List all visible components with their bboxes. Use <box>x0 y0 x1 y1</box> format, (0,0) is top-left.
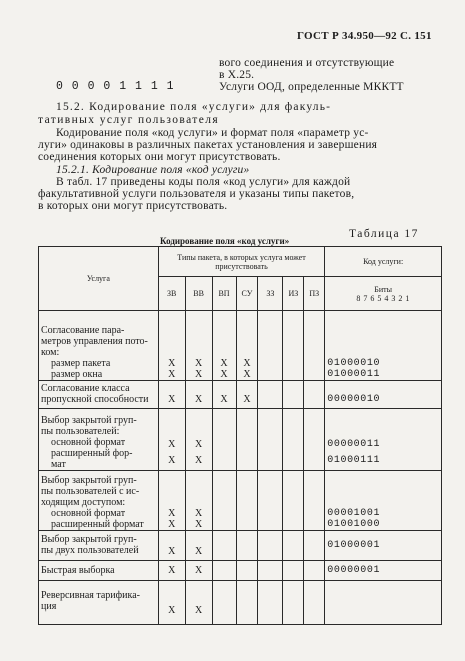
row-item: расширенный формат <box>51 519 144 530</box>
mark: X <box>168 519 176 530</box>
row-item: основной формат <box>51 508 126 519</box>
row-title: ходящим доступом: <box>41 497 126 508</box>
mark: X <box>158 381 185 409</box>
row-title: Согласование пара- <box>41 325 125 336</box>
row-title: ком: <box>41 347 60 358</box>
header-bits <box>325 277 442 311</box>
service-code: 00001001 <box>327 508 381 519</box>
bit-code: 0 0 0 0 1 1 1 1 <box>56 80 175 93</box>
service-code-table <box>38 246 442 625</box>
header-type-4: ЗЗ <box>258 277 283 311</box>
row-item: мат <box>51 459 66 470</box>
table-row <box>39 381 442 409</box>
mark: X <box>168 358 176 369</box>
mark: X <box>194 369 203 380</box>
header-service: Услуга <box>39 247 159 311</box>
mark: X <box>158 581 185 625</box>
mark: X <box>168 508 176 519</box>
mark: X <box>168 369 176 380</box>
mark: X <box>194 455 203 466</box>
service-code: 00000010 <box>325 381 442 409</box>
mark: X <box>158 531 185 561</box>
row-title: ция <box>41 601 57 612</box>
page-header: ГОСТ Р 34.950—92 С. 151 <box>297 30 432 42</box>
bits-label: Биты <box>374 284 393 294</box>
mark: X <box>243 369 251 380</box>
mark: X <box>194 439 203 450</box>
header-type-6: ПЗ <box>304 277 325 311</box>
paragraph-1-line-2: луги» одинаковы в различных пакетах установления и завершения <box>38 139 378 151</box>
header-type-2: ВП <box>212 277 236 311</box>
table-row <box>39 311 442 381</box>
mark: X <box>185 561 212 581</box>
row-item: основной формат <box>51 437 126 448</box>
service-code: 01000011 <box>327 369 381 380</box>
mark: X <box>185 531 212 561</box>
continuation-line-2: в Х.25. <box>219 69 255 81</box>
header-code: Код услуги: <box>325 247 442 277</box>
section-15-2-line-1: 15.2. Кодирование поля «услуги» для факуль- <box>56 101 332 113</box>
table-row <box>39 561 442 581</box>
mark: X <box>168 455 176 466</box>
paragraph-1-line-3: соединения которых они могут присутствовать. <box>38 151 281 163</box>
table-row <box>39 581 442 625</box>
paragraph-2-line-3: в которых они могут присутствовать. <box>38 200 228 212</box>
row-title: Согласование класса <box>41 383 130 394</box>
table-label: Таблица 17 <box>349 228 419 240</box>
row-title: пы пользователей с ис- <box>41 486 140 497</box>
mark: X <box>168 439 176 450</box>
service-code: 01000010 <box>327 358 381 369</box>
row-title: Выбор закрытой груп- <box>41 475 137 486</box>
mark: X <box>212 381 236 409</box>
table-title: Кодирование поля «код услуги» <box>160 236 290 246</box>
mark: X <box>158 561 185 581</box>
service-code: 01000111 <box>327 455 381 466</box>
mark: X <box>220 358 228 369</box>
section-15-2-line-2: тативных услуг пользователя <box>38 114 220 126</box>
paragraph-2-line-1: В табл. 17 приведены коды поля «код услуги» для каждой <box>56 176 351 188</box>
table-row <box>39 531 442 561</box>
row-title: Быстрая выборка <box>39 561 159 581</box>
service-code <box>325 581 442 625</box>
mark: X <box>236 381 258 409</box>
service-code: 00000011 <box>327 439 381 450</box>
mark: X <box>194 508 203 519</box>
row-title: пы двух пользователей <box>41 545 139 556</box>
header-packet-types: Типы пакета, в которых услуга может присутствовать <box>158 247 325 277</box>
header-type-5: ИЗ <box>283 277 304 311</box>
mark: X <box>185 581 212 625</box>
continuation-line-3: Услуги ООД, определенные МККТТ <box>219 81 404 93</box>
service-code: 00000001 <box>325 561 442 581</box>
mark: X <box>220 369 228 380</box>
row-title: Выбор закрытой груп- <box>41 415 137 426</box>
bits-numbers: 8 7 6 5 4 3 2 1 <box>356 293 410 303</box>
row-item: расширенный фор- <box>51 448 133 459</box>
header-type-0: ЗВ <box>158 277 185 311</box>
section-15-2-1: 15.2.1. Кодирование поля «код услуги» <box>56 164 250 176</box>
mark: X <box>194 358 203 369</box>
row-title: пы пользователей: <box>41 426 120 437</box>
row-item: размер пакета <box>51 358 111 369</box>
row-title: метров управления пото- <box>41 336 148 347</box>
table-row <box>39 409 442 471</box>
paragraph-2-line-2: факультативной услуги пользователя и указаны типы пакетов, <box>38 188 355 200</box>
service-code: 01001000 <box>327 519 381 530</box>
table-row <box>39 471 442 531</box>
row-title: пропускной способности <box>41 394 149 405</box>
row-title: Выбор закрытой груп- <box>41 534 137 545</box>
paragraph-1-line-1: Кодирование поля «код услуги» и формат поля «параметр ус- <box>56 127 369 139</box>
mark: X <box>185 381 212 409</box>
row-title: Реверсивная тарифика- <box>41 590 140 601</box>
service-code: 01000001 <box>325 531 442 561</box>
mark: X <box>194 519 203 530</box>
mark: X <box>243 358 251 369</box>
header-type-3: СУ <box>236 277 258 311</box>
header-type-1: ВВ <box>185 277 212 311</box>
continuation-line-1: вого соединения и отсутствующие <box>219 57 395 69</box>
row-item: размер окна <box>51 369 103 380</box>
